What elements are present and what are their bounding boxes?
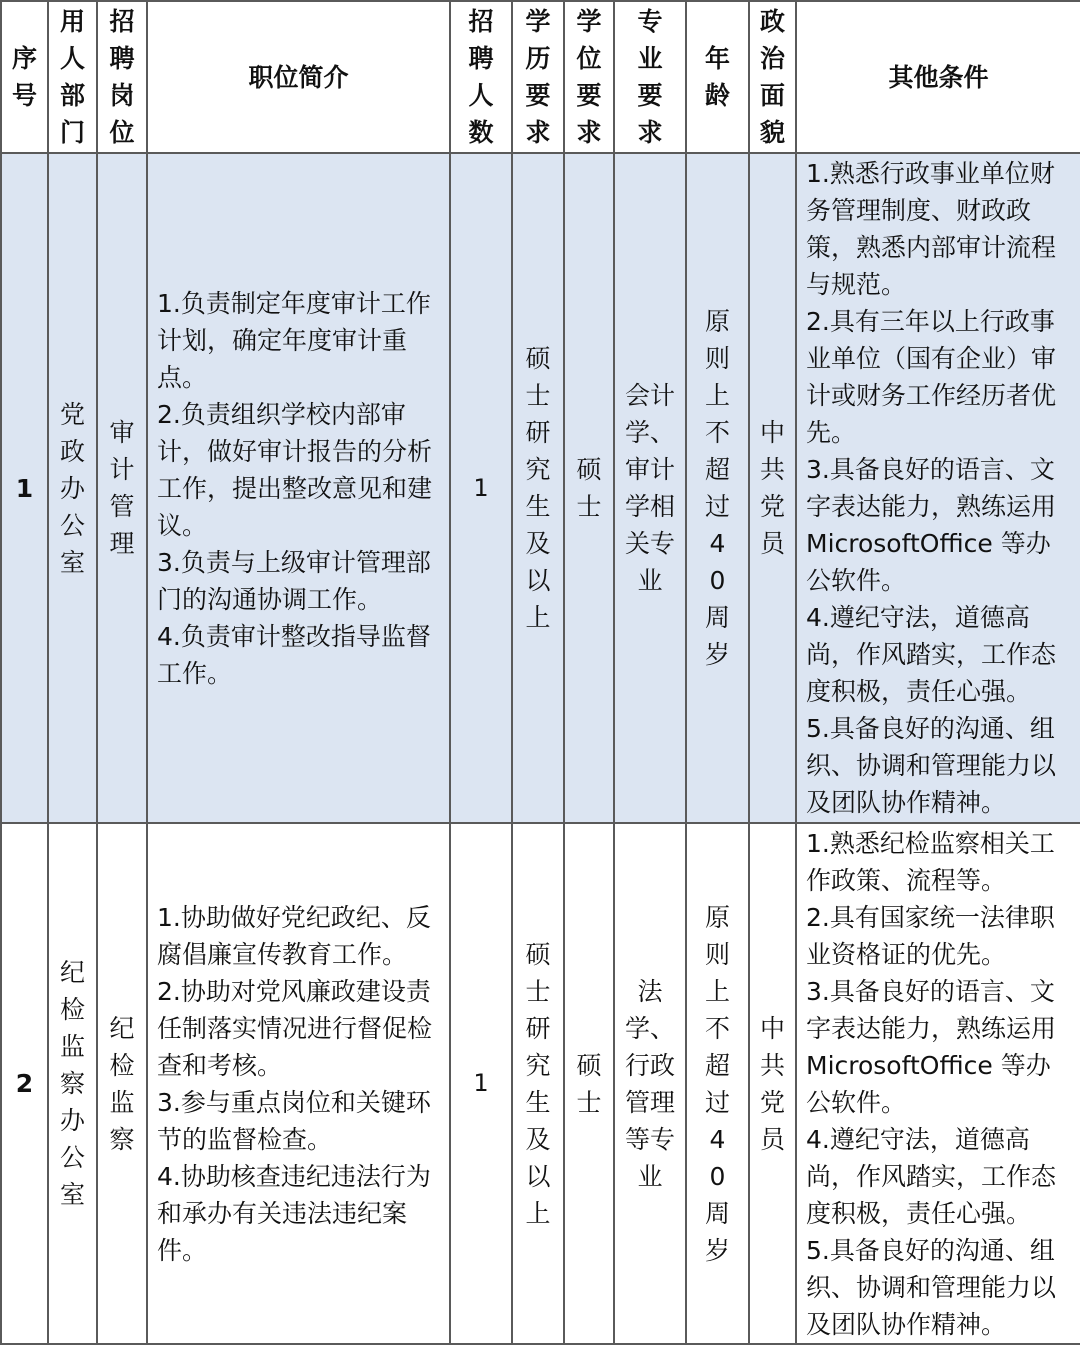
cell-major: 会计学、审计学相关专业 xyxy=(614,153,686,823)
header-position: 招聘岗位 xyxy=(97,1,147,153)
header-row xyxy=(1,1,1080,153)
other-line: 2.具有三年以上行政事业单位（国有企业）审计或财务工作经历者优先。 xyxy=(806,307,1057,447)
cell-education: 硕士研究生及以上 xyxy=(512,153,564,823)
table-row xyxy=(1,153,1080,823)
cell-degree: 硕士 xyxy=(564,153,614,823)
cell-intro xyxy=(147,153,450,823)
intro-line: 1.负责制定年度审计工作计划，确定年度审计重点。 xyxy=(157,288,431,392)
cell-count: 1 xyxy=(450,153,512,823)
cell-education: 硕士研究生及以上 xyxy=(512,823,564,1344)
other-line: 3.具备良好的语言、文字表达能力，熟练运用MicrosoftOffice 等办公软件。 xyxy=(806,976,1057,1117)
cell-age: 原则上不超过40周岁 xyxy=(686,153,749,823)
other-line: 2.具有国家统一法律职业资格证的优先。 xyxy=(806,902,1055,969)
intro-line: 1.协助做好党纪政纪、反腐倡廉宣传教育工作。 xyxy=(157,902,431,969)
header-seq: 序号 xyxy=(1,1,48,153)
cell-political: 中共党员 xyxy=(749,153,796,823)
other-line: 5.具备良好的沟通、组织、协调和管理能力以及团队协作精神。 xyxy=(806,1235,1057,1339)
cell-degree: 硕士 xyxy=(564,823,614,1344)
header-other: 其他条件 xyxy=(796,1,1080,153)
other-line: 3.具备良好的语言、文字表达能力，熟练运用MicrosoftOffice 等办公软件。 xyxy=(806,455,1057,595)
cell-political: 中共党员 xyxy=(749,823,796,1344)
intro-line: 2.负责组织学校内部审计，做好审计报告的分析工作，提出整改意见和建议。 xyxy=(157,399,433,540)
intro-line: 4.负责审计整改指导监督工作。 xyxy=(157,621,431,688)
header-political: 政治面貌 xyxy=(749,1,796,153)
header-degree: 学位要求 xyxy=(564,1,614,153)
intro-line: 3.参与重点岗位和关键环节的监督检查。 xyxy=(157,1087,431,1154)
cell-age: 原则上不超过40周岁 xyxy=(686,823,749,1344)
intro-line: 4.协助核查违纪违法行为和承办有关违法违纪案件。 xyxy=(157,1161,431,1265)
cell-major: 法学、行政管理等专业 xyxy=(614,823,686,1344)
cell-dept: 党政办公室 xyxy=(48,153,97,823)
table-row xyxy=(1,823,1080,1344)
intro-line: 3.负责与上级审计管理部门的沟通协调工作。 xyxy=(157,547,431,614)
other-line: 1.熟悉行政事业单位财务管理制度、财政政策，熟悉内部审计流程与规范。 xyxy=(806,159,1057,299)
cell-count: 1 xyxy=(450,823,512,1344)
cell-seq: 2 xyxy=(1,823,48,1344)
header-intro: 职位简介 xyxy=(147,1,450,153)
header-major: 专业要求 xyxy=(614,1,686,153)
cell-dept: 纪检监察办公室 xyxy=(48,823,97,1344)
header-dept: 用人部门 xyxy=(48,1,97,153)
header-age: 年龄 xyxy=(686,1,749,153)
intro-line: 2.协助对党风廉政建设责任制落实情况进行督促检查和考核。 xyxy=(157,976,433,1080)
cell-seq: 1 xyxy=(1,153,48,823)
cell-other xyxy=(796,823,1080,1344)
other-line: 4.遵纪守法，道德高尚，作风踏实，工作态度积极，责任心强。 xyxy=(806,603,1057,706)
cell-other xyxy=(796,153,1080,823)
header-count: 招聘人数 xyxy=(450,1,512,153)
cell-intro xyxy=(147,823,450,1344)
cell-position: 纪检监察 xyxy=(97,823,147,1344)
cell-position: 审计管理 xyxy=(97,153,147,823)
other-line: 1.熟悉纪检监察相关工作政策、流程等。 xyxy=(806,828,1055,895)
other-line: 5.具备良好的沟通、组织、协调和管理能力以及团队协作精神。 xyxy=(806,714,1057,817)
other-line: 4.遵纪守法，道德高尚，作风踏实，工作态度积极，责任心强。 xyxy=(806,1124,1057,1228)
header-education: 学历要求 xyxy=(512,1,564,153)
